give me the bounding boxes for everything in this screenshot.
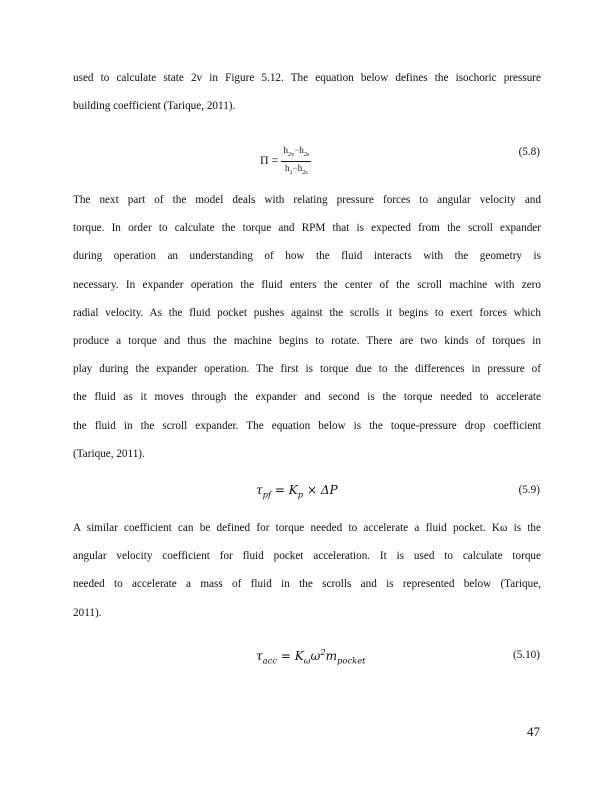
text-line: used to calculate state 2v in Figure 5.12. The equation below defines the isochoric pressure bbox=[73, 72, 541, 84]
text-line: 2011). bbox=[73, 606, 102, 619]
text-line: building coefficient (Tarique, 2011). bbox=[73, 100, 236, 113]
text-line: angular velocity coefficient for fluid pocket acceleration. It is used to calculate torque bbox=[73, 550, 541, 563]
paragraph-1 bbox=[73, 64, 541, 120]
text-line: torque. In order to calculate the torque and RPM that is expected from the scroll expander bbox=[73, 222, 541, 235]
paragraph-2 bbox=[73, 186, 541, 468]
paragraph-3 bbox=[73, 514, 541, 627]
equation-number-5-9: (5.9) bbox=[518, 484, 540, 496]
equation-fraction bbox=[281, 144, 311, 179]
equation-number-5-10: (5.10) bbox=[512, 649, 540, 661]
equation-number-5-8: (5.8) bbox=[518, 146, 540, 158]
equation-5-9: $\tau_{pf} = K_p \times \Delta P$ bbox=[256, 483, 338, 500]
text-line: during operation an understanding of how the fluid interacts with the geometry is bbox=[73, 250, 541, 263]
text-line: A similar coefficient can be defined for torque needed to accelerate a fluid pocket. Kω is the bbox=[73, 522, 541, 534]
text-line: produce a torque and thus the machine begins to rotate. There are two kinds of torques in bbox=[73, 334, 541, 347]
fraction-denominator: $h_1-h_{2s}$ bbox=[285, 162, 308, 176]
text-line: The next part of the model deals with relating pressure forces to angular velocity and bbox=[73, 194, 541, 206]
fraction-numerator: $h_{2v}-h_{2s}$ bbox=[281, 144, 311, 162]
page-number: 47 bbox=[527, 724, 540, 739]
text-line: (Tarique, 2011). bbox=[73, 447, 145, 460]
equation-lhs: Π = bbox=[260, 153, 279, 168]
text-line: the fluid in the scroll expander. The equation below is the toque-pressure drop coefficient bbox=[73, 419, 541, 432]
equation-5-8 bbox=[260, 144, 311, 179]
text-line: the fluid as it moves through the expander and second is the torque needed to accelerate bbox=[73, 391, 541, 404]
text-line: radial velocity. As the fluid pocket pushes against the scrolls it begins to exert forces which bbox=[73, 306, 541, 319]
text-line: needed to accelerate a mass of fluid in the scrolls and is represented below (Tarique, bbox=[73, 578, 541, 591]
text-line: play during the expander operation. The first is torque due to the differences in pressure of bbox=[73, 363, 541, 376]
equation-5-10: $\tau_{acc} = K_\omega\omega^2m_{pocket}$ bbox=[256, 647, 366, 666]
text-line: necessary. In expander operation the fluid enters the center of the scroll machine with zero bbox=[73, 278, 541, 291]
